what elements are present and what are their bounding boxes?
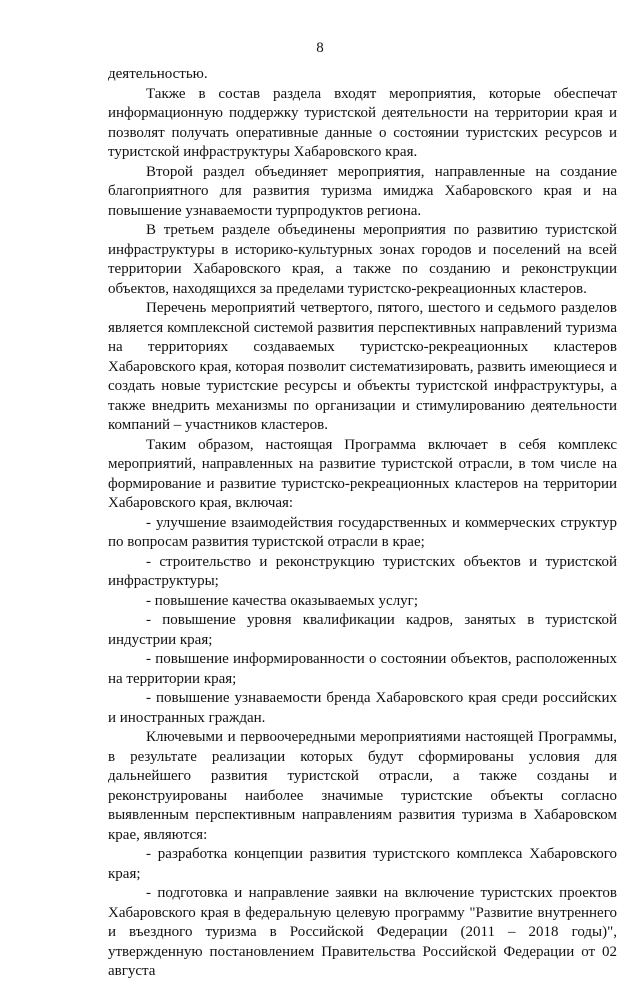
paragraph-third-section: В третьем разделе объединены мероприятия по развитию туристской инфраструктуры в историко-культурных зонах городов и поселений на всей территории Хабаровского края, а также по созданию и реконструкции объектов, находящихся за пределами туристско-рекреационных кластеров.	[108, 222, 617, 297]
paragraph-key-measures: Ключевыми и первоочередными мероприятиями настоящей Программы, в результате реализации которых будут сформированы условия для дальнейшего развития туристской отрасли, а также созданы и реконструированы наиболее значимые туристские объекты согласно выявленным перспективным направлениям развития туризма в Хабаровском крае, являются:	[108, 729, 617, 843]
paragraph-second-section: Второй раздел объединяет мероприятия, направленные на создание благоприятного для развития туризма имиджа Хабаровского края и на повышение узнаваемости турпродуктов региона.	[108, 163, 617, 219]
list-item-brand-recognition: - повышение узнаваемости бренда Хабаровского края среди российских и иностранных граждан.	[108, 690, 617, 726]
list-item-concept-development: - разработка концепции развития туристского комплекса Хабаровского края;	[108, 846, 617, 882]
page-number: 8	[316, 40, 324, 56]
list-item-service-quality: - повышение качества оказываемых услуг;	[146, 592, 419, 609]
document-body	[108, 65, 617, 982]
paragraph-continuation: деятельностью.	[108, 66, 208, 82]
paragraph-sections-four-to-seven: Перечень мероприятий четвертого, пятого, шестого и седьмого разделов является комплексной системой развития перспективных направлений туризма на территориях создаваемых туристско-рекреационных кластеров Хабаровского края, которая позволит систематизировать, развить имеющиеся и создать новые туристские ресурсы и объекты туристской инфраструктуры, а также внедрить механизмы по организации и стимулированию деятельности компаний – участников кластеров.	[108, 300, 617, 433]
paragraph-program-summary: Таким образом, настоящая Программа включает в себя комплекс мероприятий, направленных на развитие туристской отрасли, в том числе на формирование и развитие туристско-рекреационных кластеров на территории Хабаровского края, включая:	[108, 436, 617, 511]
list-item-staff-qualification: - повышение уровня квалификации кадров, занятых в туристской индустрии края;	[108, 612, 617, 648]
list-item-cooperation: - улучшение взаимодействия государственных и коммерческих структур по вопросам развития туристской отрасли в крае;	[108, 514, 617, 550]
list-item-federal-program-application: - подготовка и направление заявки на включение туристских проектов Хабаровского края в федеральную целевую программу "Развитие внутреннего и въездного туризма в Российской Федерации (2011 – 2018 годы)", утвержденную постановлением Правительства Российской Федерации от 02 августа	[108, 885, 617, 979]
list-item-construction: - строительство и реконструкцию туристских объектов и туристской инфраструктуры;	[108, 553, 617, 589]
paragraph-information-support: Также в состав раздела входят мероприятия, которые обеспечат информационную поддержку туристской деятельности на территории края и позволят получать оперативные данные о состоянии туристских ресурсов и туристской инфраструктуры Хабаровского края.	[108, 85, 617, 160]
list-item-awareness: - повышение информированности о состоянии объектов, расположенных на территории края;	[108, 651, 617, 687]
